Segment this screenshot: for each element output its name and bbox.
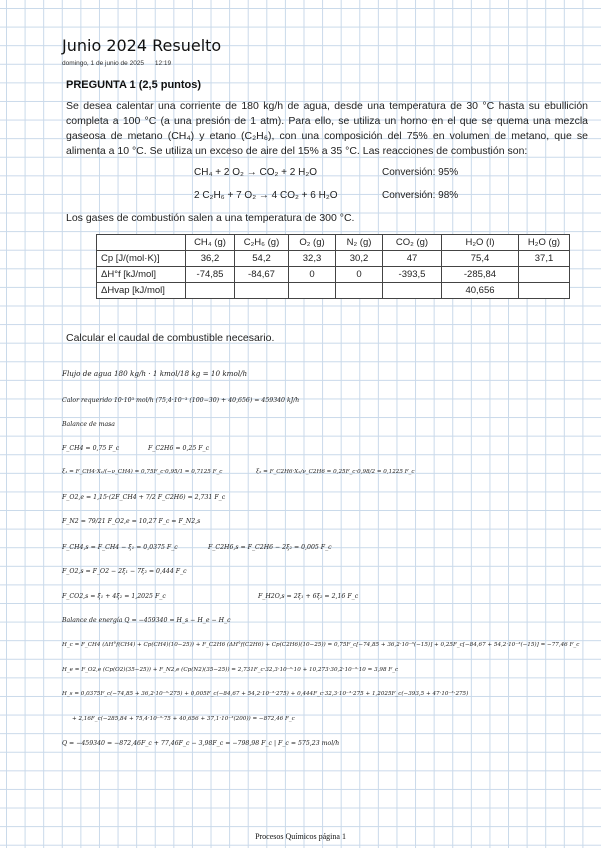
hw-oxygen-out: F_O2,s = F_O2 − 2ξ₁ − 7ξ₂ = 0,444 F_c <box>62 568 187 575</box>
hw-heat-required: Calor requerido 10·10³ mol/h (75,4·10⁻³ (100−30) + 40,656) = 459340 kJ/h <box>62 397 300 404</box>
page-time: 12:19 <box>154 60 172 67</box>
hw-enthalpy-air: H_e = F_O2,e (Cp(O2)(35−25)) + F_N2,e (Cp(N2)(35−25)) = 2,731F_c·32,3·10⁻³·10 + 10,273·30,2·10⁻³·10 = 3,98 F_c <box>62 667 399 673</box>
table-cell: 36,2 <box>186 251 235 267</box>
question-ask: Calcular el caudal de combustible necesario. <box>66 332 275 344</box>
hw-ethane-out: F_C2H6,s = F_C2H6 − 2ξ₂ = 0,005 F_c <box>208 544 332 551</box>
hw-enthalpy-fuel: H_c = F_CH4 (ΔH°f(CH4) + Cp(CH4)(10−25)) + F_C2H6 (ΔH°f(C2H6) + Cp(C2H6)(10−25)) = 0,75F_c[−74,85 + 36,2·10⁻³(−15)] + 0,25F_c[−84,67 + 54,2·10⁻³(−15)] = −77,46 F_c <box>62 642 580 648</box>
table-cell <box>289 283 336 299</box>
table-cell: 32,3 <box>289 251 336 267</box>
table-cell <box>336 283 383 299</box>
page-footer: Procesos Químicos página 1 <box>255 832 346 841</box>
table-cell <box>235 283 289 299</box>
table-header-cell <box>97 235 186 251</box>
hw-oxygen-feed: F_O2,e = 1,15·(2F_CH4 + 7/2 F_C2H6) = 2,731 F_c <box>62 494 226 501</box>
exhaust-gas-text: Los gases de combustión salen a una temperatura de 300 °C. <box>66 212 355 224</box>
table-cell: 0 <box>336 267 383 283</box>
table-cell: 54,2 <box>235 251 289 267</box>
properties-table <box>96 234 570 299</box>
hw-enthalpy-out: H_s = 0,0375F_c(−74,85 + 36,2·10⁻³·275) + 0,005F_c(−84,67 + 54,2·10⁻³·275) + 0,444F_c·32,3·10⁻³·275 + 1,2025F_c(−393,5 + 47·10⁻³·275) <box>62 691 469 697</box>
hw-ethane-feed: F_C2H6 = 0,25 F_c <box>148 445 210 452</box>
table-header-row <box>97 235 570 251</box>
table-cell: -84,67 <box>235 267 289 283</box>
table-cell <box>519 267 570 283</box>
hw-extent-2: ξ₂ = F_C2H6·X₂/ν_C2H6 = 0,25F_c·0,98/2 = 0,1225 F_c <box>256 469 415 475</box>
table-header-cell: H₂O (g) <box>519 235 570 251</box>
hw-water-out: F_H2O,s = 2ξ₁ + 6ξ₂ = 2,16 F_c <box>258 593 359 600</box>
table-cell: -74,85 <box>186 267 235 283</box>
hw-fuel-flow-result: Q = −459340 = −872,46F_c + 77,46F_c − 3,98F_c = −798,98 F_c | F_c = 575,23 mol/h <box>62 740 340 747</box>
hw-energy-balance: Balance de energía Q = −459340 = H_s − H_e − H_c <box>62 617 231 624</box>
reaction-2-conversion: Conversión: 98% <box>382 190 459 201</box>
table-cell: 40,656 <box>442 283 519 299</box>
table-row <box>97 251 570 267</box>
hw-methane-out: F_CH4,s = F_CH4 − ξ₁ = 0,0375 F_c <box>62 544 178 551</box>
hw-extent-1: ξ₁ = F_CH4·X₁/(−ν_CH4) = 0,75F_c·0,95/1 = 0,7125 F_c <box>62 469 223 475</box>
question-statement: Se desea calentar una corriente de 180 kg/h de agua, desde una temperatura de 30 °C hasta su ebullición completa a 100 °C (a una presión de 1 atm). Para ello, se utiliza un horno en el que se quema una mezcla gaseosa de metano (CH₄) y etano (C₂H₆), con una composición del 75% en volumen de metano, que se alimenta a 10 °C. Se utiliza un exceso de aire del 15% a 35 °C. Las reacciones de combustión son: <box>66 100 588 157</box>
table-header-cell: C₂H₆ (g) <box>235 235 289 251</box>
table-row-label: ΔH°f [kJ/mol] <box>97 267 186 283</box>
reaction-2-equation: 2 C₂H₆ + 7 O₂ → 4 CO₂ + 6 H₂O <box>194 190 338 201</box>
table-row-label: Cp [J/(mol·K)] <box>97 251 186 267</box>
table-cell: 75,4 <box>442 251 519 267</box>
table-cell: -393,5 <box>383 267 442 283</box>
page-date: domingo, 1 de junio de 2025 <box>62 60 145 67</box>
table-cell: 0 <box>289 267 336 283</box>
table-header-cell: H₂O (l) <box>442 235 519 251</box>
hw-methane-feed: F_CH4 = 0,75 F_c <box>62 445 120 452</box>
table-cell: 47 <box>383 251 442 267</box>
hw-mass-balance-heading: Balance de masa <box>62 421 115 428</box>
question-title: PREGUNTA 1 (2,5 puntos) <box>66 79 202 91</box>
table-cell: 30,2 <box>336 251 383 267</box>
table-row <box>97 283 570 299</box>
hw-co2-out: F_CO2,s = ξ₁ + 4ξ₂ = 1,2025 F_c <box>62 593 166 600</box>
reaction-1-equation: CH₄ + 2 O₂ → CO₂ + 2 H₂O <box>194 167 317 178</box>
hw-enthalpy-out-cont: + 2,16F_c(−285,84 + 75,4·10⁻³·75 + 40,656 + 37,1·10⁻³(200)) = −872,46 F_c <box>72 716 295 722</box>
page-title: Junio 2024 Resuelto <box>62 36 222 55</box>
table-cell <box>383 283 442 299</box>
table-header-cell: CH₄ (g) <box>186 235 235 251</box>
table-header-cell: O₂ (g) <box>289 235 336 251</box>
table-header-cell: N₂ (g) <box>336 235 383 251</box>
table-row <box>97 267 570 283</box>
table-cell <box>519 283 570 299</box>
hw-nitrogen: F_N2 = 79/21 F_O2,e = 10,27 F_c = F_N2,s <box>62 518 201 525</box>
reaction-1-conversion: Conversión: 95% <box>382 167 459 178</box>
hw-water-flow: Flujo de agua 180 kg/h · 1 kmol/18 kg = 10 kmol/h <box>62 369 248 378</box>
table-row-label: ΔHvap [kJ/mol] <box>97 283 186 299</box>
table-cell: 37,1 <box>519 251 570 267</box>
table-cell <box>186 283 235 299</box>
page-date-time <box>62 60 171 67</box>
table-header-cell: CO₂ (g) <box>383 235 442 251</box>
table-cell: -285,84 <box>442 267 519 283</box>
